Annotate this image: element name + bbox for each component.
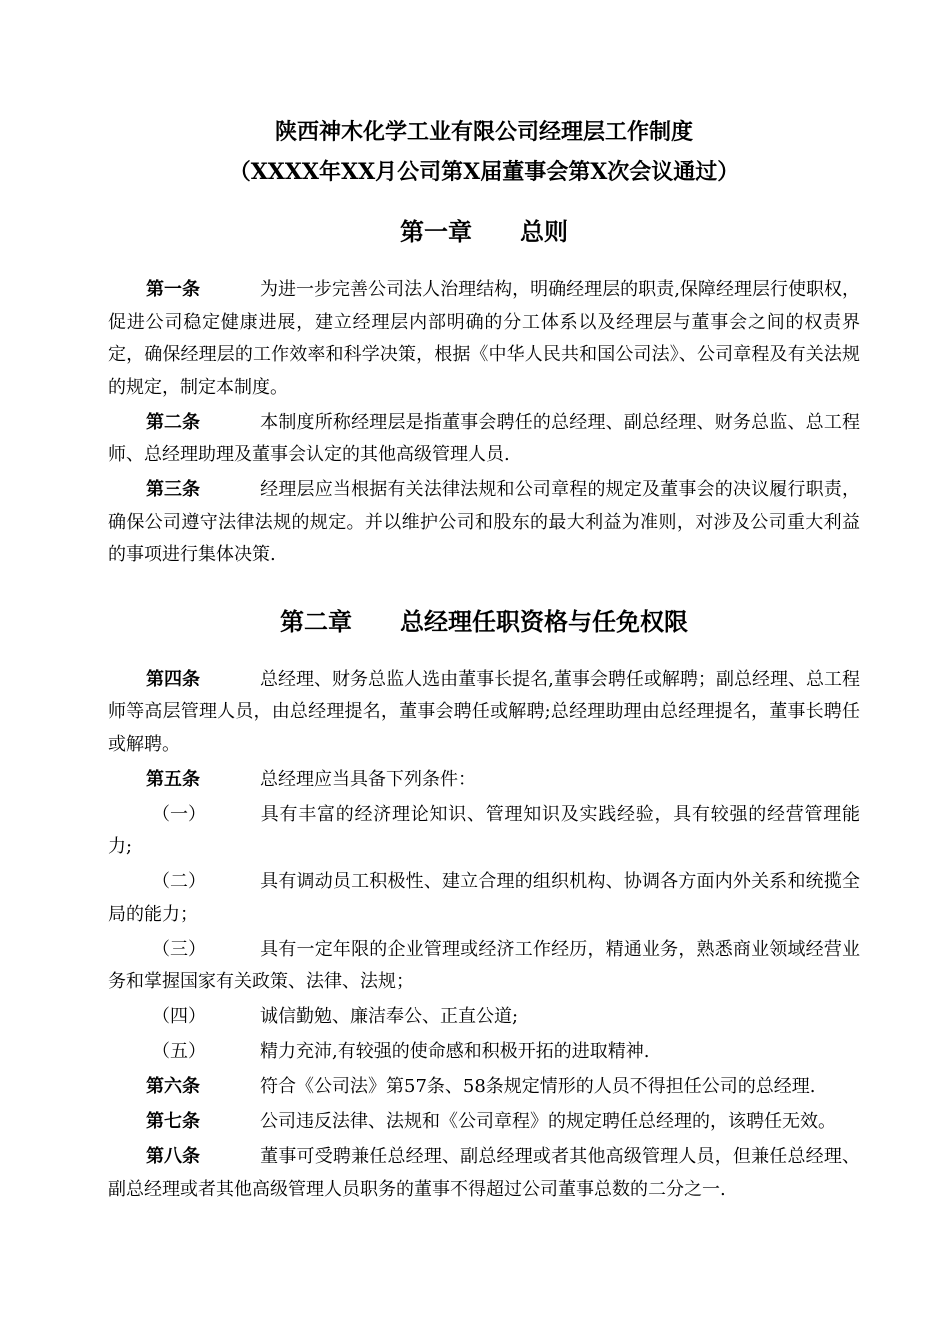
item-text: 精力充沛,有较强的使命感和积极开拓的进取精神. [260, 1041, 650, 1062]
list-item-5 [108, 1036, 860, 1069]
chapter-2-heading: 第二章 总经理任职资格与任免权限 [280, 606, 688, 636]
item-label: （五） [152, 1041, 206, 1062]
article-7 [108, 1106, 860, 1139]
document-title: 陕西神木化学工业有限公司经理层工作制度 [274, 119, 693, 145]
article-1 [108, 274, 860, 404]
article-label: 第一条 [146, 279, 200, 300]
article-text: 本制度所称经理层是指董事会聘任的总经理、副总经理、财务总监、总工程师、总经理助理及董事会认定的其他高级管理人员. [108, 411, 860, 465]
article-text: 为进一步完善公司法人治理结构，明确经理层的职责,保障经理层行使职权，促进公司稳定健康进展，建立经理层内部明确的分工体系以及经理层与董事会之间的权责界定，确保经理层的工作效率和科学决策，根据《中华人民共和国公司法》、公司章程及有关法规的规定，制定本制度。 [108, 279, 860, 398]
article-label: 第四条 [146, 668, 200, 690]
list-item-3 [108, 934, 860, 999]
list-item-1 [108, 799, 860, 864]
item-label: （三） [152, 938, 206, 960]
item-label: （二） [152, 871, 206, 892]
article-text: 公司违反法律、法规和《公司章程》的规定聘任总经理的，该聘任无效。 [260, 1111, 836, 1132]
item-text: 具有调动员工积极性、建立合理的组织机构、协调各方面内外关系和统揽全局的能力； [108, 871, 860, 925]
item-label: （一） [152, 803, 206, 825]
article-8 [108, 1141, 860, 1206]
article-text: 总经理应当具备下列条件： [260, 768, 476, 790]
article-label: 第八条 [146, 1146, 200, 1167]
document-subtitle: （XXXX年XX月公司第X届董事会第X次会议通过） [228, 159, 740, 185]
item-text: 具有一定年限的企业管理或经济工作经历，精通业务，熟悉商业领域经营业务和掌握国家有关政策、法律、法规； [108, 938, 860, 992]
article-label: 第七条 [146, 1111, 200, 1132]
article-label: 第六条 [146, 1076, 200, 1097]
item-text: 诚信勤勉、廉洁奉公、正直公道; [260, 1006, 519, 1027]
article-3 [108, 474, 860, 572]
list-item-2 [108, 866, 860, 931]
article-text: 符合《公司法》第57条、58条规定情形的人员不得担任公司的总经理. [260, 1076, 816, 1097]
item-text: 具有丰富的经济理论知识、管理知识及实践经验，具有较强的经营管理能力; [108, 803, 860, 857]
document-page [108, 112, 860, 1209]
chapter-1-heading: 第一章 总则 [400, 217, 568, 246]
article-5 [108, 764, 860, 797]
article-2 [108, 407, 860, 472]
article-text: 总经理、财务总监人选由董事长提名,董事会聘任或解聘；副总经理、总工程师等高层管理人员，由总经理提名，董事会聘任或解聘;总经理助理由总经理提名，董事长聘任或解聘。 [108, 668, 860, 755]
list-item-4 [108, 1001, 860, 1034]
article-6 [108, 1071, 860, 1104]
article-label: 第二条 [146, 411, 200, 433]
article-4 [108, 664, 860, 762]
item-label: （四） [152, 1006, 206, 1027]
article-label: 第三条 [146, 479, 200, 500]
article-label: 第五条 [146, 768, 200, 790]
article-text: 董事可受聘兼任总经理、副总经理或者其他高级管理人员，但兼任总经理、副总经理或者其他高级管理人员职务的董事不得超过公司董事总数的二分之一. [108, 1146, 860, 1200]
article-text: 经理层应当根据有关法律法规和公司章程的规定及董事会的决议履行职责，确保公司遵守法律法规的规定。并以维护公司和股东的最大利益为准则，对涉及公司重大利益的事项进行集体决策. [108, 479, 860, 565]
